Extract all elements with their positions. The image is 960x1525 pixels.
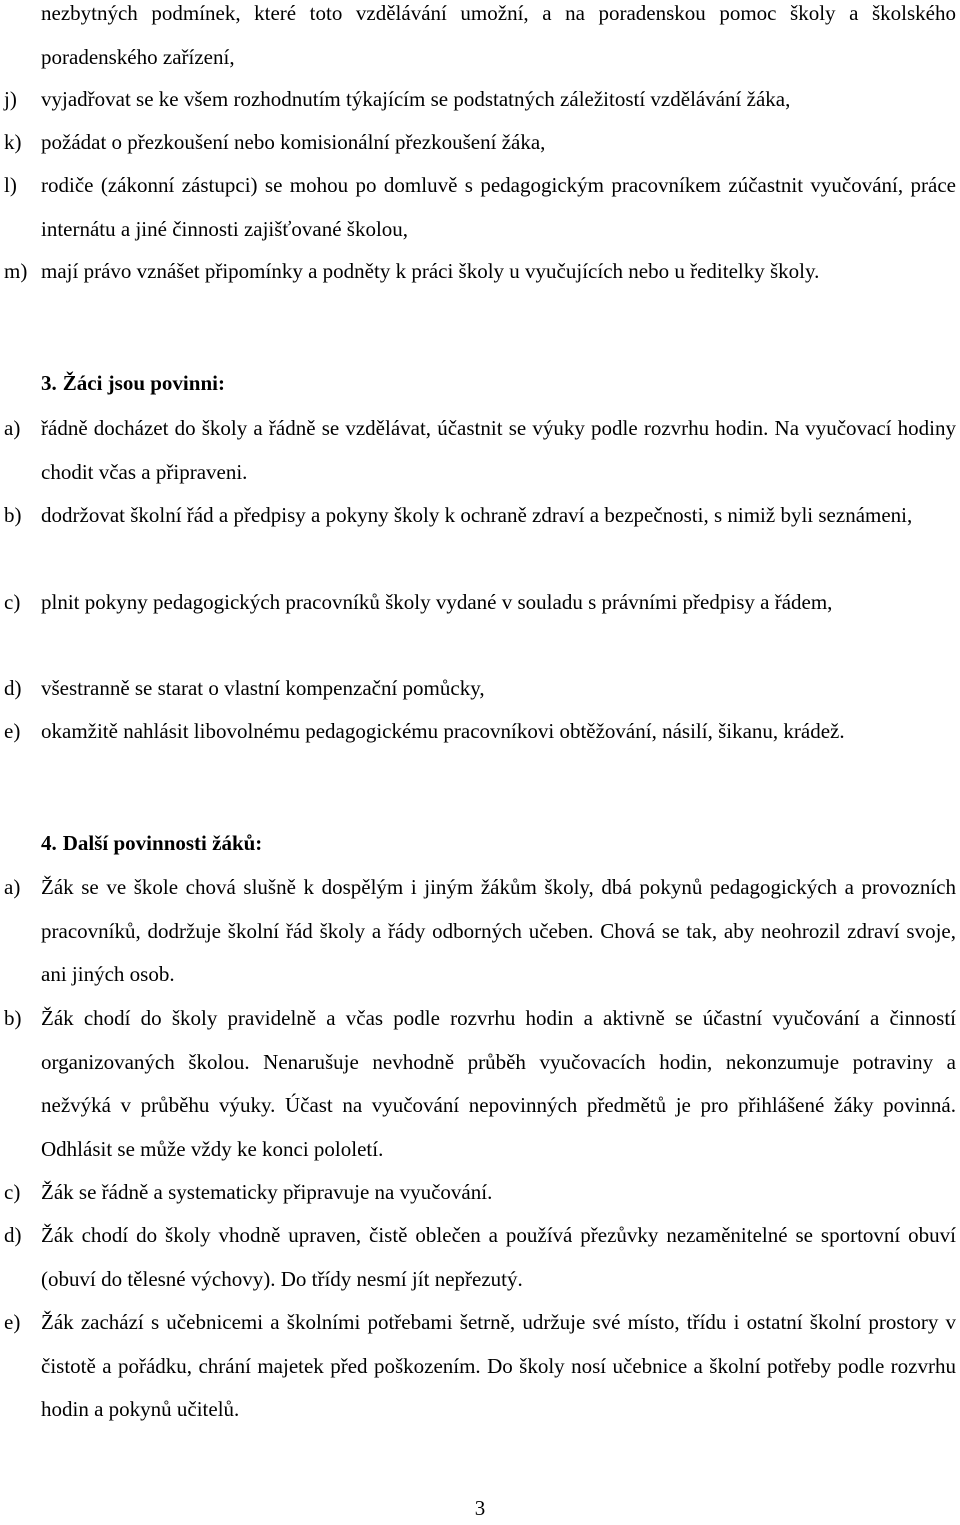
list-item-text: Žák zachází s učebnicemi a školními potřebami šetrně, udržuje své místo, třídu i ostatní školní prostory v čistotě a pořádku, chrání majetek před poškozením. Do školy nosí učebnice a školní potřeby podle rozvrhu hodin a pokynů učitelů. bbox=[41, 1310, 956, 1421]
list-item-m bbox=[4, 250, 956, 294]
list-item-j bbox=[4, 78, 956, 122]
student-duty-item-d bbox=[4, 1214, 956, 1301]
student-duty-item-b bbox=[4, 997, 956, 1171]
list-item-text: Žák chodí do školy pravidelně a včas podle rozvrhu hodin a aktivně se účastní vyučování a činností organizovaných školou. Nenarušuje nevhodně průběh vyučovacích hodin, nekonzumuje potraviny a nežvýká v průběhu výuky. Účast na vyučování nepovinných předmětů je pro přihlášené žáky povinná. Odhlásit se může vždy ke konci pololetí. bbox=[41, 1006, 956, 1161]
list-marker: d) bbox=[4, 1223, 22, 1247]
section-number: 4. bbox=[41, 831, 57, 855]
list-item-text: plnit pokyny pedagogických pracovníků školy vydané v souladu s právními předpisy a řádem, bbox=[41, 590, 833, 614]
section-title: Další povinnosti žáků: bbox=[62, 831, 263, 855]
section-number: 3. bbox=[41, 371, 57, 395]
list-marker: a) bbox=[4, 875, 21, 899]
list-item-text: řádně docházet do školy a řádně se vzdělávat, účastnit se výuky podle rozvrhu hodin. Na vyučovací hodiny chodit včas a připraveni. bbox=[41, 416, 956, 484]
list-marker: j) bbox=[4, 87, 17, 111]
list-item-text: vyjadřovat se ke všem rozhodnutím týkajícím se podstatných záležitostí vzdělávání žáka, bbox=[41, 87, 791, 111]
list-marker: b) bbox=[4, 503, 22, 527]
list-item-l bbox=[4, 164, 956, 251]
list-marker: m) bbox=[4, 259, 28, 283]
list-item-text: dodržovat školní řád a předpisy a pokyny školy k ochraně zdraví a bezpečnosti, s nimiž byli seznámeni, bbox=[41, 503, 913, 527]
student-duty-item-c bbox=[4, 1171, 956, 1215]
list-marker: d) bbox=[4, 676, 22, 700]
list-marker: e) bbox=[4, 1310, 21, 1334]
list-marker: b) bbox=[4, 1006, 22, 1030]
section-3-heading bbox=[41, 362, 225, 406]
duty-item-e bbox=[4, 710, 956, 754]
list-marker: k) bbox=[4, 130, 22, 154]
list-item-k bbox=[4, 121, 956, 165]
duty-item-a bbox=[4, 407, 956, 494]
list-item-text: Žák se ve škole chová slušně k dospělým i jiným žákům školy, dbá pokynů pedagogických a provozních pracovníků, dodržuje školní řád školy a řády odborných učeben. Chová se tak, aby neohrozil zdraví svoje, ani jiných osob. bbox=[41, 875, 956, 986]
list-item-text: rodiče (zákonní zástupci) se mohou po domluvě s pedagogickým pracovníkem zúčastnit vyučování, práce internátu a jiné činnosti zajišťované školou, bbox=[41, 173, 956, 241]
list-item-text: Žák chodí do školy vhodně upraven, čistě oblečen a používá přezůvky nezaměnitelné se sportovní obuví (obuví do tělesné výchovy). Do třídy nesmí jít nepřezutý. bbox=[41, 1223, 956, 1291]
duty-item-b bbox=[4, 494, 956, 538]
list-marker: e) bbox=[4, 719, 21, 743]
list-marker: a) bbox=[4, 416, 21, 440]
student-duty-item-e bbox=[4, 1301, 956, 1432]
list-marker: c) bbox=[4, 590, 21, 614]
list-item-text: požádat o přezkoušení nebo komisionální přezkoušení žáka, bbox=[41, 130, 546, 154]
student-duty-item-a bbox=[4, 866, 956, 997]
list-marker: l) bbox=[4, 173, 17, 197]
page-number: 3 bbox=[474, 1496, 486, 1520]
duty-item-c bbox=[4, 581, 956, 625]
section-title: Žáci jsou povinni: bbox=[62, 371, 225, 395]
list-item-text: okamžitě nahlásit libovolnému pedagogickému pracovníkovi obtěžování, násilí, šikanu, krádež. bbox=[41, 719, 845, 743]
list-marker: c) bbox=[4, 1180, 21, 1204]
continuation-paragraph: nezbytných podmínek, které toto vzdělávání umožní, a na poradenskou pomoc školy a školského poradenského zařízení, bbox=[41, 1, 956, 69]
list-item-text: Žák se řádně a systematicky připravuje na vyučování. bbox=[41, 1180, 493, 1204]
duty-item-d bbox=[4, 667, 956, 711]
section-4-heading bbox=[41, 822, 262, 866]
list-item-text: všestranně se starat o vlastní kompenzační pomůcky, bbox=[41, 676, 485, 700]
list-item-text: mají právo vznášet připomínky a podněty k práci školy u vyučujících nebo u ředitelky školy. bbox=[41, 259, 820, 283]
